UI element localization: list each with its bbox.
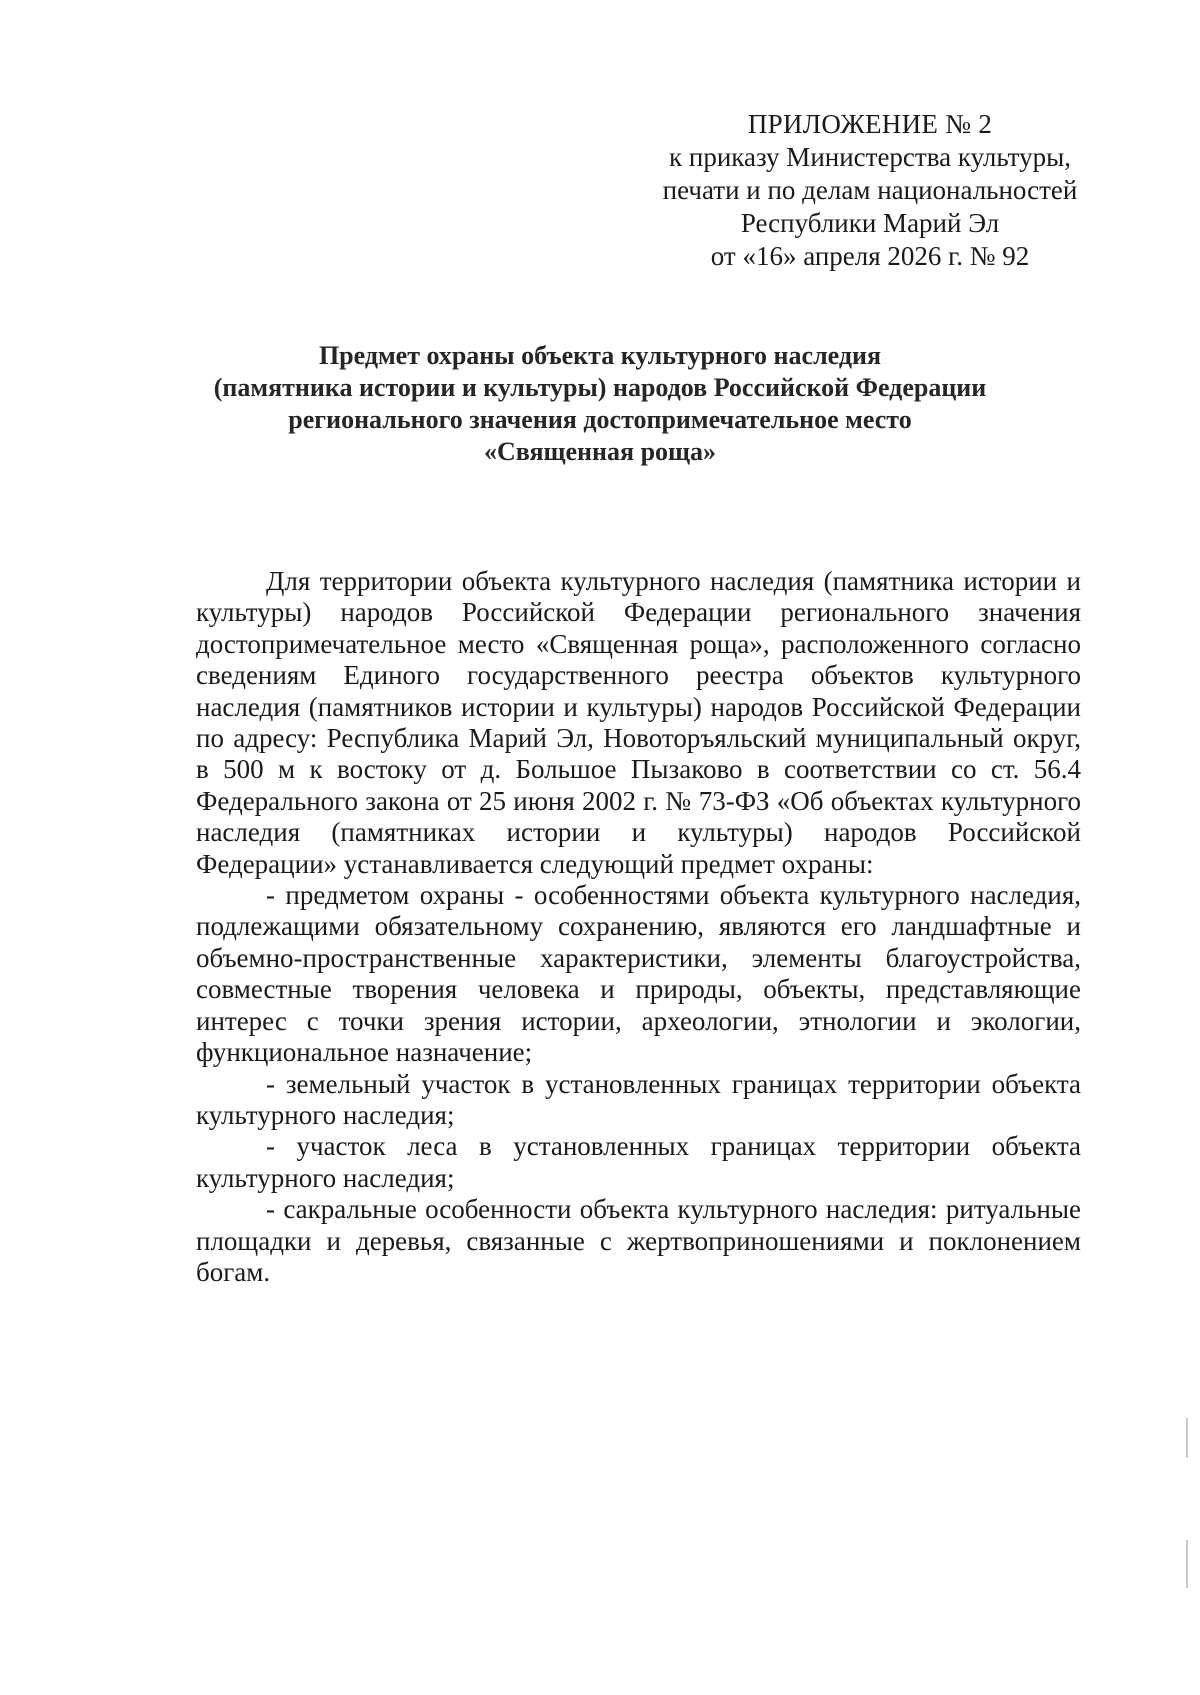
title-line: (памятника истории и культуры) народов Российской Федерации [213, 373, 987, 402]
title-line: регионального значения достопримечательное место [288, 405, 912, 434]
title-line: «Священная роща» [484, 437, 716, 466]
attachment-line: Республики Марий Эл [740, 208, 1000, 238]
scan-artifact [1186, 1418, 1188, 1458]
protection-item: - земельный участок в установленных границах территории объекта культурного наследия; [196, 1068, 1081, 1130]
attachment-header [640, 108, 1100, 273]
protection-item: - предметом охраны - особенностями объекта культурного наследия, подлежащими обязательному сохранению, являются его ландшафтные и объемно-пространственные характеристики, элементы благоустройства, совместные творения человека и природы, объекты, представляющие интерес с точки зрения истории, археологии, этнологии и экологии, функциональное назначение; [196, 880, 1081, 1068]
document-body [196, 566, 1081, 1288]
document-title [140, 340, 1060, 468]
attachment-line: от «16» апреля 2026 г. № 92 [710, 241, 1030, 271]
intro-paragraph: Для территории объекта культурного наследия (памятника истории и культуры) народов Российской Федерации регионального значения достопримечательное место «Священная роща», расположенного согласно сведениям Единого государственного реестра объектов культурного наследия (памятников истории и культуры) народов Российской Федерации по адресу: Республика Марий Эл, Новоторъяльский муниципальный округ, в 500 м к востоку от д. Большое Пызаково в соответствии со ст. 56.4 Федерального закона от 25 июня 2002 г. № 73-ФЗ «Об объектах культурного наследия (памятниках истории и культуры) народов Российской Федерации» устанавливается следующий предмет охраны: [196, 566, 1081, 879]
title-line: Предмет охраны объекта культурного наследия [318, 341, 882, 370]
protection-item: - сакральные особенности объекта культурного наследия: ритуальные площадки и деревья, связанные с жертвоприношениями и поклонением богам. [196, 1194, 1081, 1287]
protection-item: - участок леса в установленных границах территории объекта культурного наследия; [196, 1131, 1081, 1193]
attachment-line: к приказу Министерства культуры, [669, 142, 1071, 172]
attachment-line: печати и по делам национальностей [662, 175, 1078, 205]
scan-artifact [1186, 1540, 1188, 1588]
attachment-heading: ПРИЛОЖЕНИЕ № 2 [747, 109, 993, 139]
